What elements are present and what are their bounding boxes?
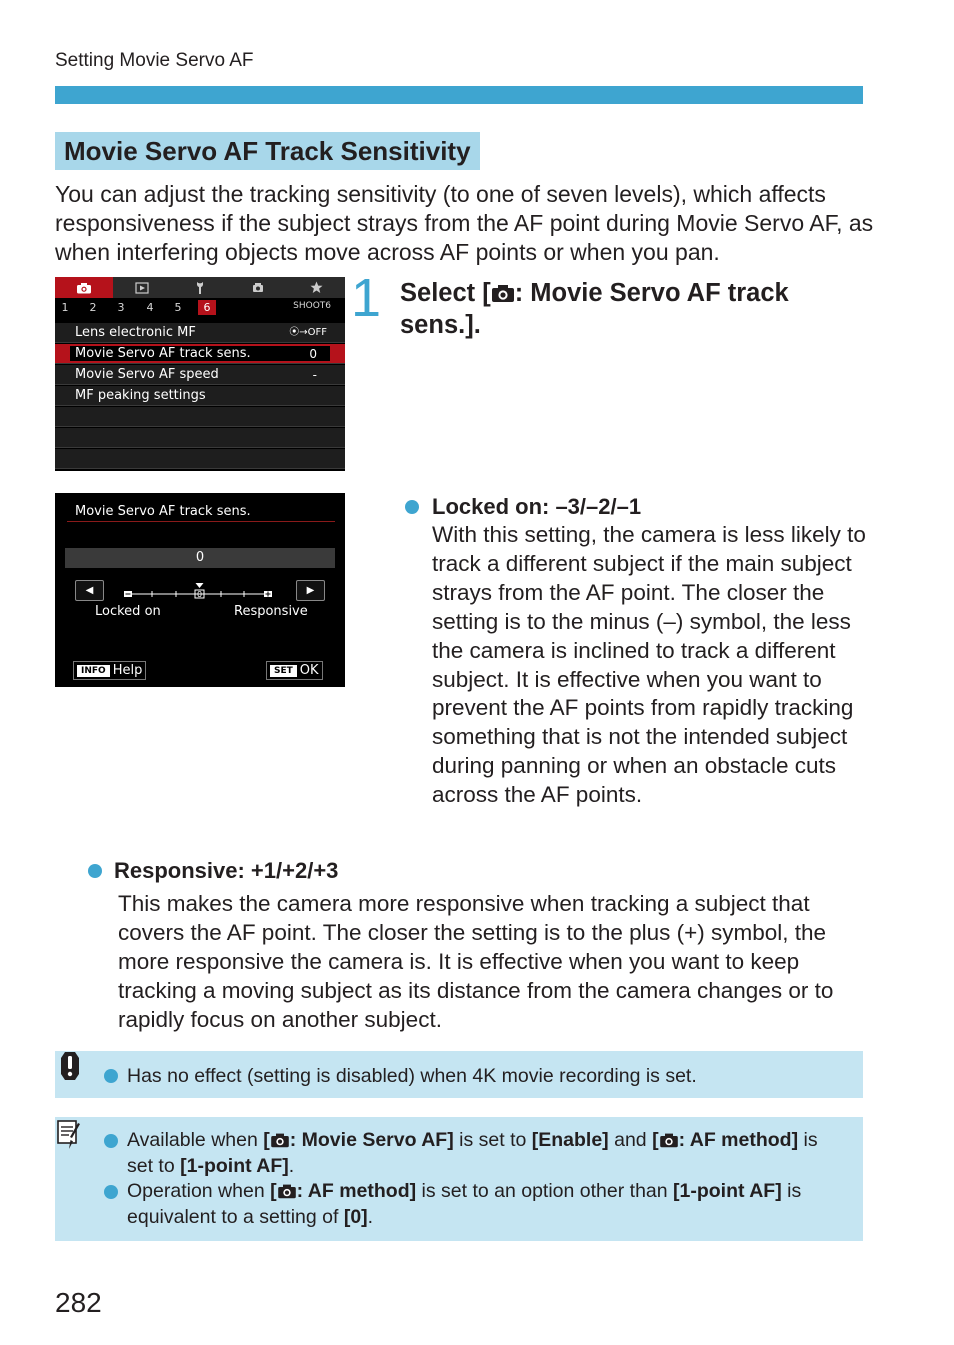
locked-on-body: With this setting, the camera is less likely to track a different subject if the main subject strays from the AF point. The closer the setting is to the minus (–) symbol, the less the camera is inclined to track a different subject. It is effective when you want to prevent the AF points from rapidly tracking something that is not the intended subject during panning or when an obstacle cuts across the AF points. (432, 522, 866, 808)
camera-icon (659, 1132, 679, 1148)
note-item (104, 1179, 834, 1230)
camera-icon (277, 1183, 297, 1199)
note-text: Operation when (127, 1180, 271, 1202)
step-number: 1 (351, 268, 382, 328)
caution-icon (55, 1051, 85, 1081)
note-text: is set to an option other than (416, 1180, 674, 1202)
header-bar (55, 86, 863, 104)
responsive-body: This makes the camera more responsive when tracking a subject that covers the AF point. The closer the setting is to the plus (+) symbol, the more responsive the camera is. It is effective when you want to keep tracking a moving subject as its distance from the camera changes or to rapidly focus on another subject. (118, 891, 834, 1032)
menu-tabs (55, 277, 345, 298)
note-icon (57, 1119, 81, 1153)
screen-title: Movie Servo AF track sens. (75, 504, 251, 519)
note-text: and (608, 1129, 653, 1151)
bullet-icon (405, 500, 419, 514)
set-key: SET (270, 665, 297, 677)
bracket: [ (263, 1129, 270, 1151)
subtab-1: 1 (61, 301, 69, 314)
shoot-tab-camera-icon (55, 277, 113, 298)
section-title: Movie Servo AF Track Sensitivity (55, 132, 480, 170)
responsive-heading-text: Responsive: +1/+2/+3 (114, 858, 339, 883)
menu-row (55, 365, 345, 385)
menu-row-value: ⦿→OFF (289, 327, 327, 338)
note-bold: [1-point AF] (673, 1180, 782, 1202)
info-key: INFO (77, 665, 110, 677)
menu-row-empty (55, 407, 345, 427)
note-text: is equivalent to a setting of (127, 1180, 802, 1228)
info-help-button (73, 661, 146, 680)
play-icon (113, 277, 171, 298)
menu-row-value: 0 (309, 347, 317, 361)
responsive-heading (88, 857, 338, 885)
menu-row-label: Lens electronic MF (75, 325, 196, 340)
menu-row-label: Movie Servo AF track sens. (75, 346, 251, 361)
note-bold: [Enable] (531, 1129, 609, 1151)
star-icon (287, 277, 345, 298)
caution-item (104, 1064, 697, 1088)
subtab-3: 3 (117, 301, 125, 314)
camera-menu-screenshot (55, 277, 345, 471)
camera-icon (491, 283, 515, 303)
locked-heading-text: Locked on: –3/–2/–1 (432, 494, 642, 519)
step-text-pre: Select [ (400, 279, 491, 307)
locked-on-heading (405, 493, 641, 521)
menu-row (55, 323, 345, 343)
info-label: Help (112, 663, 143, 678)
subtab-5: 5 (174, 301, 182, 314)
step-text-post: : Movie Servo AF track sens.]. (400, 279, 789, 339)
menu-row (55, 386, 345, 406)
note-bold: : Movie Servo AF] (289, 1129, 454, 1151)
note-text: is set to (127, 1129, 818, 1177)
menu-subtabs (55, 298, 345, 317)
note-text: is set to (453, 1129, 532, 1151)
scale-right-label: Responsive (234, 604, 308, 619)
svg-text:0: 0 (196, 590, 203, 599)
step-instruction (400, 277, 860, 341)
note-text: . (367, 1205, 374, 1228)
note-text: . (288, 1154, 295, 1177)
running-header: Setting Movie Servo AF (55, 50, 254, 71)
subtab-6: 6 (198, 300, 216, 315)
menu-row-label: Movie Servo AF speed (75, 367, 219, 382)
caution-text: Has no effect (setting is disabled) when 4K movie recording is set. (127, 1065, 697, 1087)
decrease-arrow-icon: ◀ (75, 580, 104, 601)
note-bold: : AF method] (678, 1129, 799, 1151)
bracket: [ (652, 1129, 659, 1151)
menu-row-empty (55, 449, 345, 469)
subtab-name: SHOOT6 (293, 301, 331, 311)
note-item (104, 1128, 834, 1179)
note-bold: [1-point AF] (180, 1154, 289, 1177)
set-ok-button (266, 661, 323, 680)
note-bold: [0] (343, 1205, 368, 1228)
bullet-icon (104, 1069, 118, 1083)
subtab-2: 2 (89, 301, 97, 314)
bullet-icon (88, 864, 102, 878)
track-sens-screenshot (55, 493, 345, 687)
note-text: Available when (127, 1129, 264, 1151)
menu-row-label: MF peaking settings (75, 388, 206, 403)
scale-left-label: Locked on (95, 604, 161, 619)
camera-icon (270, 1132, 290, 1148)
increase-arrow-icon: ▶ (296, 580, 325, 601)
custom-icon (229, 277, 287, 298)
menu-row-selected (55, 344, 345, 364)
set-label: OK (299, 663, 319, 678)
bullet-icon (104, 1134, 118, 1148)
sensitivity-scale (123, 583, 273, 599)
page-number: 282 (55, 1287, 102, 1318)
note-bold: : AF method] (296, 1180, 417, 1202)
bullet-icon (104, 1185, 118, 1199)
title-underline (67, 521, 335, 522)
wrench-icon (171, 277, 229, 298)
menu-row-empty (55, 428, 345, 448)
subtab-4: 4 (146, 301, 154, 314)
intro-paragraph: You can adjust the tracking sensitivity (to one of seven levels), which affects responsiveness if the subject strays from the AF point during Movie Servo AF, as when interfering objects move across AF points or when you pan. (55, 181, 874, 265)
value-display: 0 (65, 548, 335, 568)
menu-row-value: - (312, 368, 317, 382)
bracket: [ (270, 1180, 277, 1202)
